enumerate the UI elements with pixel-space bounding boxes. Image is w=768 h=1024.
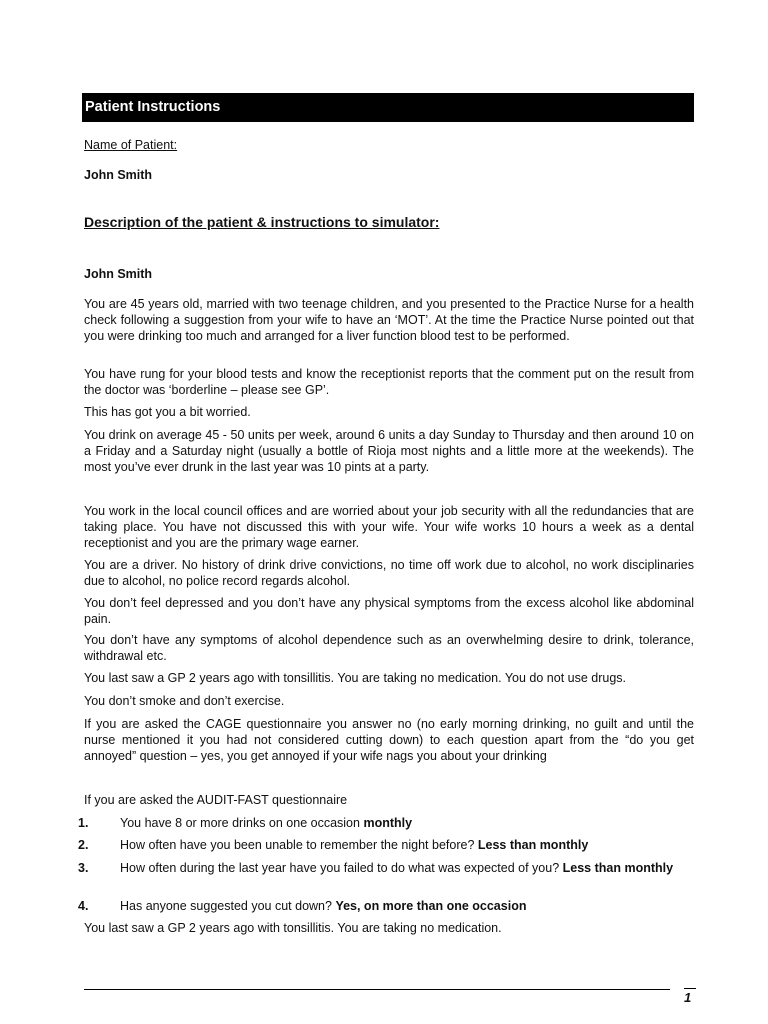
- paragraph-dependence: You don’t have any symptoms of alcohol dependence such as an overwhelming desire to drink, tolerance, withdrawal etc.: [84, 633, 694, 663]
- audit-item-number: 3.: [78, 861, 89, 875]
- audit-question: How often have you been unable to remember the night before?: [120, 838, 478, 852]
- audit-question: You have 8 or more drinks on one occasion: [120, 816, 364, 830]
- paragraph-worried: This has got you a bit worried.: [84, 405, 251, 419]
- audit-item-number: 4.: [78, 899, 89, 913]
- audit-answer: Less than monthly: [477, 838, 589, 852]
- audit-intro: If you are asked the AUDIT-FAST questionnaire: [84, 793, 348, 807]
- audit-answer: monthly: [363, 816, 413, 830]
- audit-item-number: 1.: [78, 816, 89, 830]
- audit-item: [78, 860, 694, 876]
- audit-question: Has anyone suggested you cut down?: [120, 899, 336, 913]
- section-patient-name: John Smith: [84, 267, 153, 281]
- audit-item: [78, 898, 694, 914]
- paragraph-blood-tests: You have rung for your blood tests and know the receptionist reports that the comment put on the result from the doctor was ‘borderline – please see GP’.: [84, 367, 694, 397]
- paragraph-driver: You are a driver. No history of drink drive convictions, no time off work due to alcohol, no work disciplinaries due to alcohol, no police record regards alcohol.: [84, 558, 694, 588]
- paragraph-depression: You don’t feel depressed and you don’t have any physical symptoms from the excess alcohol like abdominal pain.: [84, 596, 694, 626]
- audit-answer: Yes, on more than one occasion: [335, 899, 527, 913]
- page-number: 1: [684, 990, 692, 1005]
- audit-item-number: 2.: [78, 838, 89, 852]
- page-number-rule: [684, 988, 696, 989]
- patient-name: John Smith: [84, 168, 153, 182]
- paragraph-drinking: You drink on average 45 - 50 units per week, around 6 units a day Sunday to Thursday and then around 10 on a Friday and a Saturday night (usually a bottle of Rioja most nights and a little more at the weekends). The most you’ve ever drunk in the last year was 10 pints at a party.: [84, 428, 694, 474]
- paragraph-cage: If you are asked the CAGE questionnaire you answer no (no early morning drinking, no guilt and until the nurse mentioned it you had not considered cutting down) to each question apart from the “do you get annoyed” question – yes, you get annoyed if your wife nags you about your drinking: [84, 717, 694, 763]
- name-of-patient-label: Name of Patient:: [84, 138, 178, 152]
- section-header-bar: [82, 93, 694, 122]
- audit-item: [78, 837, 694, 853]
- audit-item: [78, 815, 694, 831]
- audit-answer: Less than monthly: [562, 861, 674, 875]
- paragraph-closing: You last saw a GP 2 years ago with tonsillitis. You are taking no medication.: [84, 921, 502, 935]
- header-title: Patient Instructions: [85, 99, 221, 115]
- paragraph-work: You work in the local council offices and are worried about your job security with all the redundancies that are taking place. You have not discussed this with your wife. Your wife works 10 hours a week as a dental receptionist and you are the primary wage earner.: [84, 504, 694, 550]
- paragraph-smoke: You don’t smoke and don’t exercise.: [84, 694, 285, 708]
- paragraph-gp-visit: You last saw a GP 2 years ago with tonsillitis. You are taking no medication. You do not use drugs.: [84, 671, 627, 685]
- audit-question: How often during the last year have you failed to do what was expected of you?: [120, 861, 563, 875]
- footer-divider: [84, 989, 670, 990]
- description-heading: Description of the patient & instructions to simulator:: [84, 214, 440, 230]
- paragraph-intro: You are 45 years old, married with two teenage children, and you presented to the Practice Nurse for a health check following a suggestion from your wife to have an ‘MOT’. At the time the Practice Nurse pointed out that you were drinking too much and arranged for a liver function blood test to be performed.: [84, 297, 694, 343]
